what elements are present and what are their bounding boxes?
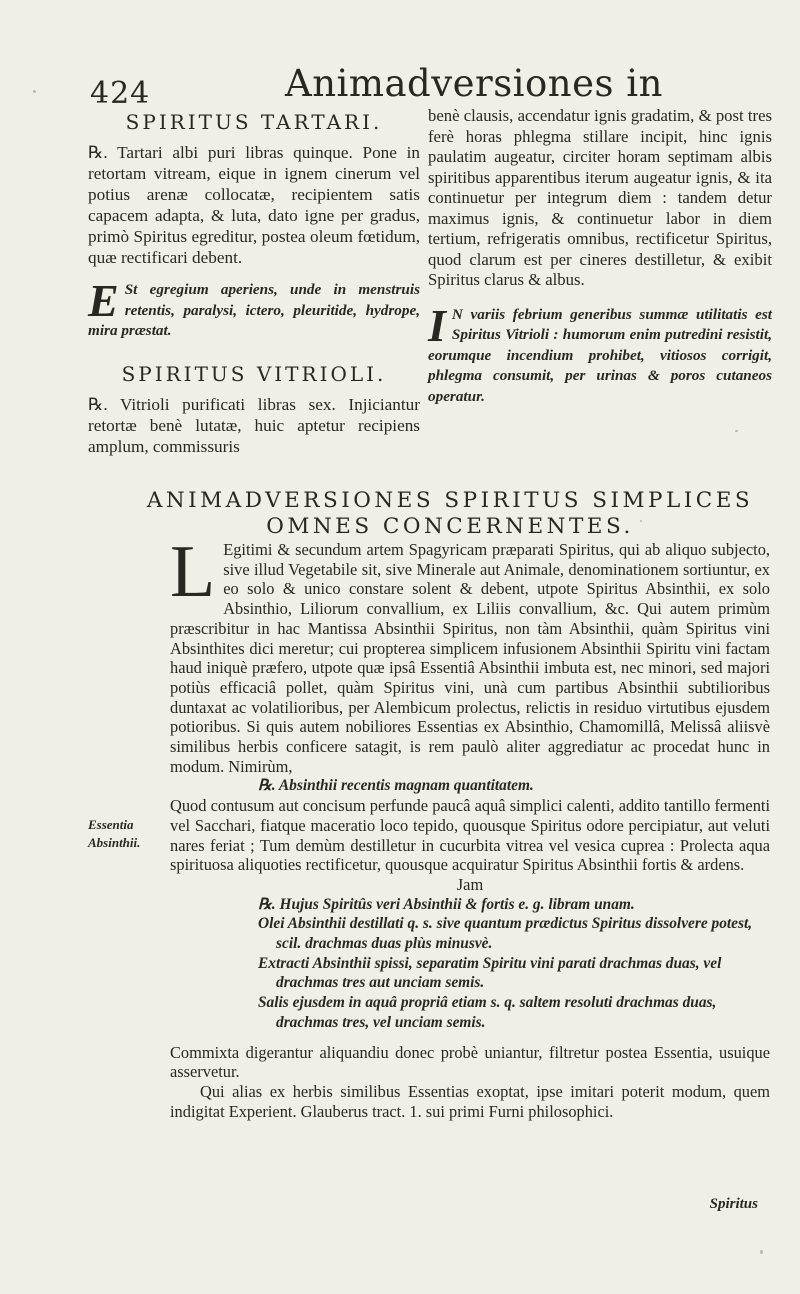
paragraph-commixta: Commixta digerantur aliquandiu donec probè uniantur, filtretur postea Essentia, usuique asservetur. xyxy=(170,1042,770,1082)
recipe-absinthii-intro: ℞. Absinthii recentis magnam quantitatem. xyxy=(258,777,534,795)
paragraph-qui-alias: Qui alias ex herbis similibus Essentias exoptat, ipse imitari poterit modum, quem indigitat Experient. Glauberus tract. 1. sui primi Furni philosophici. xyxy=(170,1081,770,1121)
recipe-item: Extracti Absinthii spissi, separatim Spiritu vini parati drachmas duas, vel drachmas tres aut unciam semis. xyxy=(258,954,722,992)
recipe-item: Olei Absinthii destillati q. s. sive quantum prædictus Spiritus dissolvere potest, scil. drachmas duas plùs minusvè. xyxy=(258,915,753,953)
recipe-item: ℞. Hujus Spiritûs veri Absinthii & fortis e. g. libram unam. xyxy=(258,895,635,913)
vitrioli-continuation-text: benè clausis, accendatur ignis gradatim, & post tres ferè horas phlegma stillare incipit, hinc ignis paulatim augeatur, circiter horam septimam albis spiritibus apparentibus iterum augeatur ignis, & ita continuetur per integrum diem : tandem detur maximus ignis, & continuetur labor in diem tertium, refrigeratis omnibus, rectificetur Spiritus, quod clarum est per cineres destilletur, & exibit Spiritus clarus & albus. xyxy=(428,106,772,289)
paragraph-legitimi-text: Egitimi & secundum artem Spagyricam præparati Spiritus, qui ab aliquo subjecto, sive illud Vegetabile sit, sive Minerale aut Animale, denominationem sortiuntur, ex eo solo & unico constare solent & debent, utpote Spiritus Absinthii, ex solo Absinthio, Liliorum convallium, ex Liliis convallium, &c. Qui autem primùm præscribitur in hac Mantissa Absinthii Spiritus, non tàm Absinthii, quàm Spiritus vini Absinthites dici meretur; cui propterea simplicem infusionem Absinthii Spiritu vini factam haud iniquè præfero, utpote quæ ipsâ Essentiâ Absinthii imbuta est, nec minori, sed majori potiùs efficaciâ pollet, quàm Spiritus vini, unà cum partibus Absinthii subtilioribus duntaxat ac volatilioribus, per Alembicum prolectus, relictis in residuo virtutibus ejusdem potioribus. Si quis autem nobiliores Essentias ex Absinthio, Chamomillâ, Melissâ aliisvè similibus herbis conficere satagit, is rem paulò aliter aggrediatur ac procedat hunc in modum. Nimirùm, xyxy=(170,540,770,776)
paragraph-quod-contusum: Quod contusum aut concisum perfunde paucâ aquâ simplici calenti, addito tantillo fermenti vel Sacchari, fiatque maceratio loco tepido, quousque Spiritus odore percipiatur, aut veluti nares feriat ; Tum demùm destilletur in cucurbita vitrea vel vesica cuprea : Prolecta aqua spirituosa aliquoties rectificetur, quousque acquiratur Spiritus Absinthii fortis & ardens. xyxy=(170,796,770,875)
section-heading xyxy=(140,488,760,540)
page-number: 424 xyxy=(90,76,151,111)
section-heading-line-2: OMNES CONCERNENTES. xyxy=(266,514,634,539)
paper-speck xyxy=(640,520,642,522)
paper-speck xyxy=(735,430,738,432)
paragraph-legitimi xyxy=(170,531,770,776)
vitrioli-note-text: N variis febrium generibus summæ utilitatis est Spiritus Vitrioli : humorum enim putredini resistit, eorumque incendium prohibet, vitiosos corrigit, phlegma consumit, per urinas & poros cutaneos operatur. xyxy=(428,305,772,405)
catchword-jam: Jam xyxy=(456,874,484,894)
running-title: Animadversiones in xyxy=(285,62,663,105)
tartari-recipe-text: ℞. Tartari albi puri libras quinque. Pone in retortam vitream, eique in ignem cinerum vel potius arenæ collocatæ, recipientem satis capacem adapta, & luta, dato igne per gradus, primò Spiritus egreditur, postea oleum fœtidum, quæ rectificari debent. xyxy=(88,143,420,267)
recipe-item: Salis ejusdem in aquâ propriâ etiam s. q. saltem resoluti drachmas duas, drachmas tres, vel unciam semis. xyxy=(258,994,717,1031)
right-column xyxy=(428,106,772,407)
section-heading-line-1: ANIMADVERSIONES SPIRITUS SIMPLICES xyxy=(146,488,754,513)
margin-note-essentia-absinthii: Essentia Absinthii. xyxy=(88,817,141,850)
paper-speck xyxy=(760,1250,763,1254)
tartari-note xyxy=(88,275,420,342)
tartari-note-text: St egregium aperiens, unde in menstruis retentis, paralysi, ictero, pleuritide, hydrope, mira præstat. xyxy=(88,281,420,339)
paper-speck xyxy=(33,90,36,93)
dropcap-i: I xyxy=(428,299,446,351)
left-column xyxy=(88,106,420,457)
catchword-spiritus: Spiritus xyxy=(709,1196,758,1212)
vitrioli-note xyxy=(428,299,772,408)
dropcap-e: E xyxy=(88,275,119,326)
main-text xyxy=(170,531,770,1121)
heading-spiritus-vitrioli: SPIRITUS VITRIOLI. xyxy=(121,361,387,386)
vitrioli-recipe-text: ℞. Vitrioli purificati libras sex. Injiciantur retortæ benè lutatæ, huic aptetur recipiens amplum, commissuris xyxy=(88,394,420,456)
heading-spiritus-tartari: SPIRITUS TARTARI. xyxy=(125,110,383,134)
dropcap-l: L xyxy=(170,531,216,613)
